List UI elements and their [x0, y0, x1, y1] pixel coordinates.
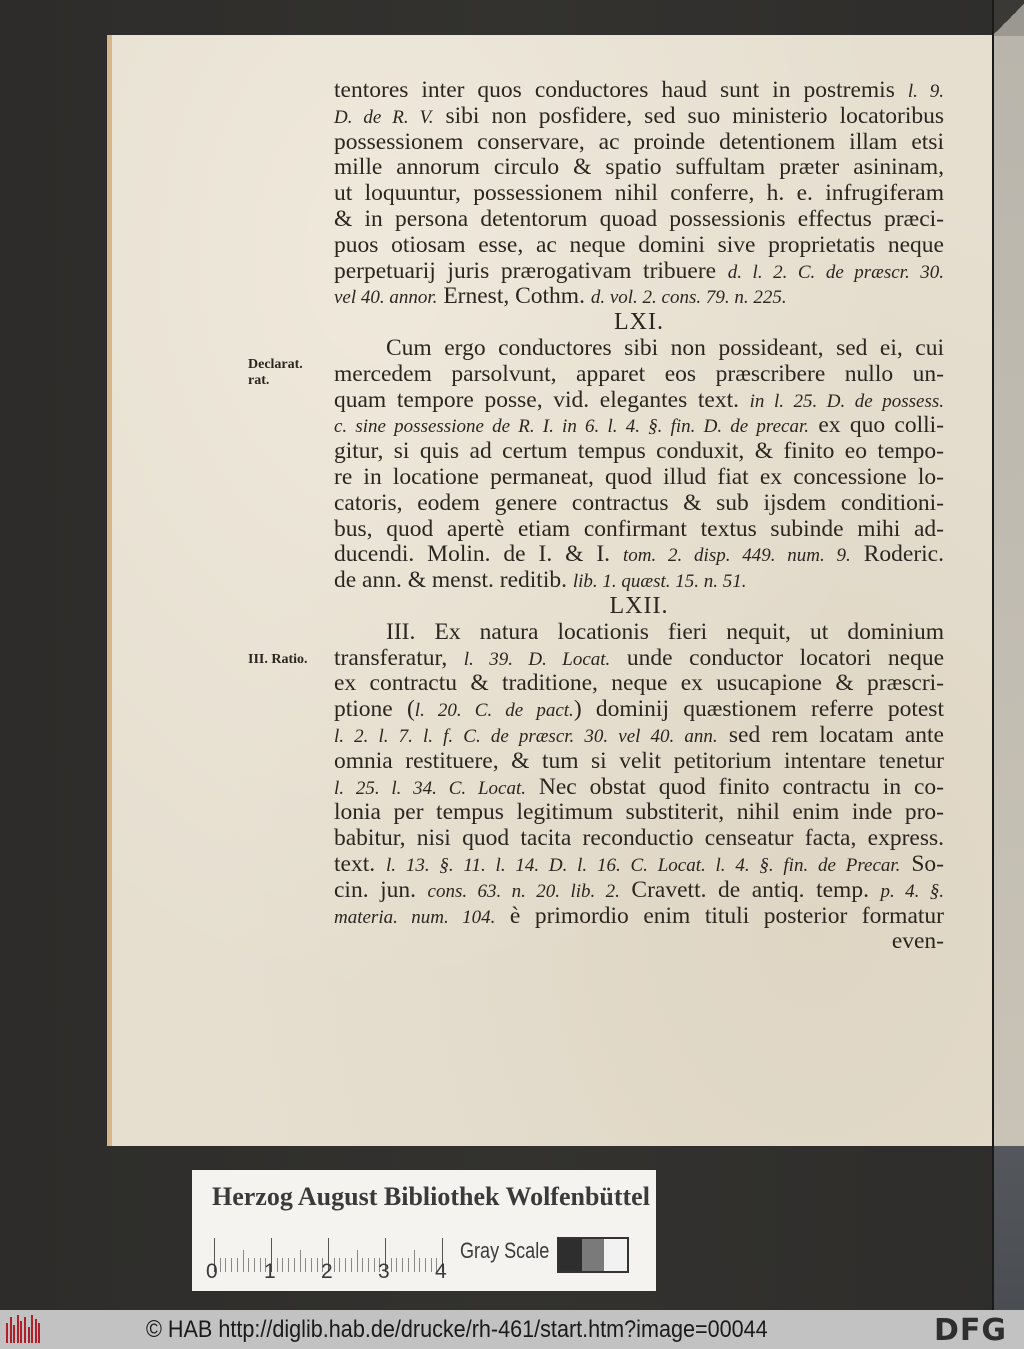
- ruler-number: 2: [321, 1260, 333, 1283]
- ruler-tick: [425, 1258, 426, 1272]
- text-line: quam tempore posse, vid. elegantes text. in l. 25. D. de possess.: [334, 386, 944, 413]
- margin-note-ratio: [248, 652, 308, 668]
- text-line: bus, quod apertè etiam confirmant textus subinde mihi ad-: [334, 515, 944, 542]
- grayscale-label: Gray Scale: [460, 1238, 550, 1263]
- text-line: mille annorum circulo & spatio suffultam præter asininam,: [334, 154, 944, 181]
- text-line: ducendi. Molin. de I. & I. tom. 2. disp. 449. num. 9. Roderic.: [334, 541, 944, 568]
- ruler-tick: [300, 1250, 301, 1272]
- ruler-tick: [374, 1258, 375, 1272]
- ruler-number: 4: [435, 1260, 447, 1283]
- text-line: tentores inter quos conductores haud sunt in postremis l. 9.: [334, 77, 944, 103]
- text-line: babitur, nisi quod tacita reconductio censeatur facta, express.: [334, 825, 944, 852]
- ruler-tick: [225, 1258, 226, 1272]
- swatch-mid: [582, 1239, 605, 1271]
- margin-note-line: rat.: [248, 373, 270, 388]
- text-line: puos otiosam esse, ac neque domini sive proprietatis neque: [334, 231, 944, 258]
- text-line: cin. jun. cons. 63. n. 20. lib. 2. Cravett. de antiq. temp. p. 4. §.: [334, 876, 945, 903]
- text-line: omnia restituere, & tum si velit petitorium intentare tenetur: [334, 747, 944, 774]
- ruler-tick: [414, 1250, 415, 1272]
- ruler-tick: [317, 1258, 318, 1272]
- ruler-tick: [294, 1258, 295, 1272]
- text-line: & in persona detentorum quoad possessionis effectus præci-: [334, 205, 944, 232]
- text-line: D. de R. V. sibi non posfidere, sed suo ministerio locatoribus: [334, 102, 945, 129]
- ruler-tick: [254, 1258, 255, 1272]
- text-line: re in locatione permaneat, quod illud fiat ex concessione lo-: [334, 463, 944, 490]
- ruler-tick: [391, 1258, 392, 1272]
- ruler-tick: [339, 1258, 340, 1272]
- text-line: l. 2. l. 7. l. f. C. de præscr. 30. vel 40. ann. sed rem locatam ante: [334, 721, 944, 748]
- text-line: ptione (l. 20. C. de pact.) dominij quæstionem referre potest: [334, 696, 944, 723]
- margin-note-line: III. Ratio.: [248, 652, 308, 667]
- margin-note-declarat: [248, 357, 303, 389]
- text-line: ex contractu & traditione, neque ex usucapione & præscri-: [334, 670, 944, 697]
- ruler-tick: [237, 1258, 238, 1272]
- text-line: materia. num. 104. è primordio enim tituli posterior formatur: [334, 902, 944, 929]
- library-label-card: [192, 1170, 656, 1291]
- ruler-tick: [357, 1250, 358, 1272]
- ruler-tick: [362, 1258, 363, 1272]
- ruler-number: 0: [206, 1260, 218, 1283]
- adjacent-page-edge: [992, 0, 1024, 1310]
- page-text: [334, 78, 944, 955]
- text-line: text. l. 13. §. 11. l. 14. D. l. 16. C. Locat. l. 4. §. fin. de Precar. So-: [334, 850, 944, 877]
- text-line: gitur, si quis ad certum tempus conduxit, & finito eo tempo-: [334, 438, 944, 465]
- hab-logo-icon: [6, 1315, 44, 1343]
- ruler-tick: [351, 1258, 352, 1272]
- text-line: l. 25. l. 34. C. Locat. Nec obstat quod finito contractu in co-: [334, 773, 944, 800]
- text-line: perpetuarij juris prærogativam tribuere d. l. 2. C. de præscr. 30.: [334, 257, 944, 284]
- swatch-dark: [559, 1239, 582, 1271]
- catchword: even-: [891, 928, 944, 955]
- text-line: mercedem parsolvunt, apparet eos præscribere nullo un-: [334, 360, 944, 387]
- text-line: de ann. & menst. reditib. lib. 1. quæst. 15. n. 51.: [334, 567, 747, 594]
- section-heading-61: LXI.: [614, 309, 664, 336]
- dfg-logo-icon: DFG: [934, 1313, 1008, 1348]
- copyright-link[interactable]: © HAB http://diglib.hab.de/drucke/rh-461/start.htm?image=00044: [146, 1316, 768, 1343]
- footer-bar: [0, 1310, 1024, 1349]
- text-line: ut loquuntur, possessionem nihil conferre, h. e. infrugiferam: [334, 180, 944, 207]
- ruler-tick: [231, 1258, 232, 1272]
- ruler-tick: [311, 1258, 312, 1272]
- margin-note-line: Declarat.: [248, 357, 303, 372]
- swatch-light: [604, 1239, 627, 1271]
- ruler-tick: [431, 1258, 432, 1272]
- ruler-tick: [260, 1258, 261, 1272]
- ruler-tick: [220, 1258, 221, 1272]
- ruler-number: 1: [264, 1260, 276, 1283]
- ruler-tick: [334, 1258, 335, 1272]
- text-line: possessionem conservare, ac proinde detentionem illam etsi: [334, 128, 944, 155]
- text-line: c. sine possessione de R. I. in 6. l. 4. §. fin. D. de precar. ex quo colli-: [334, 412, 944, 439]
- ruler-number: 3: [378, 1260, 390, 1283]
- ruler-tick: [396, 1258, 397, 1272]
- text-line: catoris, eodem genere contractus & sub ijsdem conditioni-: [334, 489, 944, 516]
- text-line: lonia per tempus legitimum substiterit, nihil enim inde pro-: [334, 799, 944, 826]
- ruler-tick: [305, 1258, 306, 1272]
- section-heading-62: LXII.: [609, 592, 669, 619]
- ruler-tick: [368, 1258, 369, 1272]
- ruler-tick: [402, 1258, 403, 1272]
- text-line: III. Ex natura locationis fieri nequit, ut dominium: [386, 618, 944, 645]
- ruler-tick: [248, 1258, 249, 1272]
- ruler-tick: [243, 1250, 244, 1272]
- ruler-tick: [288, 1258, 289, 1272]
- library-name: Herzog August Bibliothek Wolfenbüttel: [212, 1182, 650, 1211]
- grayscale-swatches: [557, 1237, 629, 1273]
- ruler-tick: [408, 1258, 409, 1272]
- text-line: transferatur, l. 39. D. Locat. unde conductor locatori neque: [334, 644, 945, 671]
- text-line: Cum ergo conductores sibi non possideant, sed ei, cui: [386, 334, 944, 361]
- text-line: vel 40. annor. Ernest, Cothm. d. vol. 2. cons. 79. n. 225.: [334, 283, 787, 310]
- ruler-tick: [345, 1258, 346, 1272]
- ruler-tick: [282, 1258, 283, 1272]
- ruler-tick: [419, 1258, 420, 1272]
- ruler-tick: [277, 1258, 278, 1272]
